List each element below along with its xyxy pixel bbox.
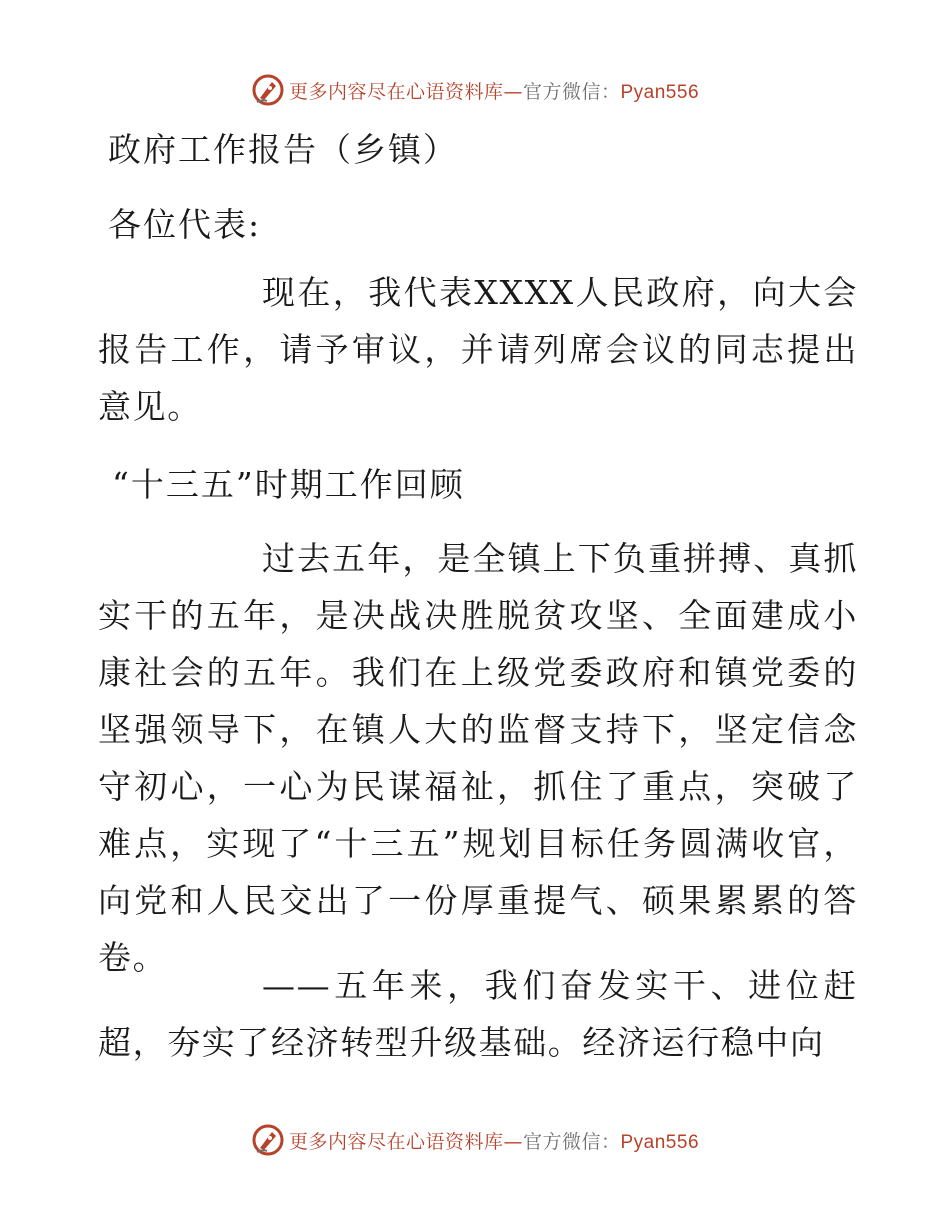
banner-slogan: 更多内容尽在心语资料库 (288, 80, 504, 103)
paragraph-intro: 现在，我代表XXXX人民政府，向大会报告工作，请予审议，并请列席会议的同志提出意见。 (98, 273, 858, 426)
pen-nib-logo-icon (251, 1123, 285, 1157)
section-heading: “十三五”时期工作回顾 (112, 465, 465, 504)
pen-nib-logo-icon (251, 73, 285, 107)
paragraph-five-years: ——五年来，我们奋发实干、进位赶超，夯实了经济转型升级基础。经济运行稳中向 (98, 966, 858, 1062)
banner-wechat-id: Pyan556 (620, 81, 700, 103)
salutation: 各位代表: (108, 205, 262, 244)
document-title: 政府工作报告（乡镇） (108, 130, 458, 169)
banner-dash: — (503, 1130, 523, 1153)
footer-banner (0, 1120, 950, 1160)
banner-text (289, 77, 699, 104)
banner-text (289, 1127, 699, 1154)
banner-dash: — (503, 80, 523, 103)
paragraph-review: 过去五年，是全镇上下负重拼搏、真抓实干的五年，是决战决胜脱贫攻坚、全面建成小康社会的五年。我们在上级党委政府和镇党委的坚强领导下，在镇人大的监督支持下，坚定信念守初心，一心为民谋福祉，抓住了重点，突破了难点，实现了“十三五”规划目标任务圆满收官，向党和人民交出了一份厚重提气、硕果累累的答卷。 (98, 539, 858, 977)
banner-slogan: 更多内容尽在心语资料库 (288, 1130, 504, 1153)
banner-wechat-label: 官方微信： (522, 80, 621, 103)
banner-wechat-id: Pyan556 (620, 1131, 700, 1153)
header-banner (0, 70, 950, 110)
banner-wechat-label: 官方微信： (522, 1130, 621, 1153)
